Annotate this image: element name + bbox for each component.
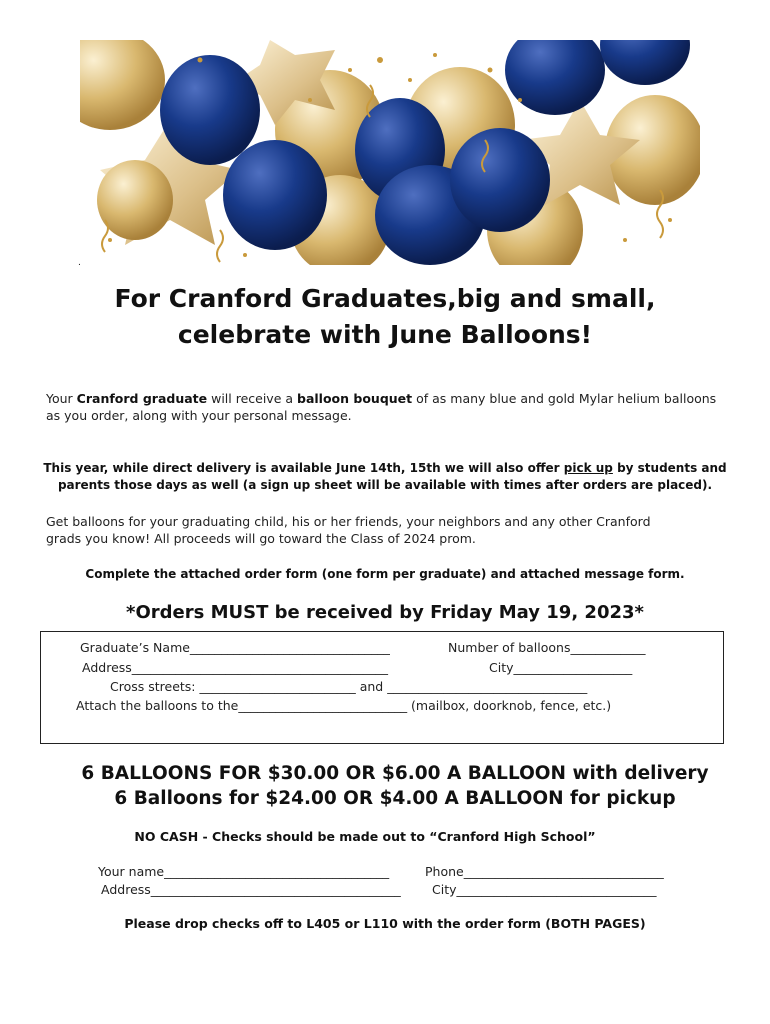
- intro-line-1: Your Cranford graduate will receive a balloon bouquet of as many blue and gold Mylar helium balloons: [46, 391, 717, 406]
- intro-paragraph: [46, 390, 746, 424]
- price-delivery: 6 BALLOONS FOR $30.00 OR $6.00 A BALLOON with delivery: [81, 763, 709, 784]
- get-line-1: Get balloons for your graduating child, his or her friends, your neighbors and any other Cranford: [46, 514, 651, 529]
- cranford-graduate-bold: Cranford graduate: [76, 391, 208, 406]
- no-cash-note: NO CASH - Checks should be made out to “Cranford High School”: [134, 829, 596, 844]
- balloons-illustration: [80, 40, 700, 265]
- intro-line-2: as you order, along with your personal message.: [46, 408, 352, 423]
- title-line-2: celebrate with June Balloons!: [177, 320, 593, 349]
- complete-form-note: Complete the attached order form (one form per graduate) and attached message form.: [85, 567, 685, 581]
- your-name-field[interactable]: Your name____________________________________: [98, 864, 390, 879]
- stray-dot: .: [78, 258, 81, 268]
- get-line-2: grads you know! All proceeds will go toward the Class of 2024 prom.: [46, 531, 476, 546]
- cross-streets-field[interactable]: Cross streets: _________________________ and ________________________________: [110, 679, 588, 694]
- graduate-address-field[interactable]: Address_________________________________________: [82, 660, 389, 675]
- drop-off-note: Please drop checks off to L405 or L110 with the order form (BOTH PAGES): [124, 916, 646, 931]
- payer-city-field[interactable]: City________________________________: [432, 882, 657, 897]
- delivery-line-2: parents those days as well (a sign up sheet will be available with times after orders are placed).: [57, 478, 713, 492]
- balloons-graphic: [80, 40, 700, 265]
- graduate-city-field[interactable]: City___________________: [489, 660, 633, 675]
- attach-balloons-field[interactable]: Attach the balloons to the___________________________ (mailbox, doorknob, fence, etc.): [76, 698, 612, 713]
- delivery-line-1: This year, while direct delivery is available June 14th, 15th we will also offer pick up by students and: [43, 461, 727, 475]
- delivery-paragraph: [40, 460, 730, 494]
- graduate-name-field[interactable]: Graduate’s Name________________________________: [80, 640, 390, 655]
- phone-field[interactable]: Phone________________________________: [425, 864, 664, 879]
- title-line-1: For Cranford Graduates,big and small,: [114, 284, 656, 313]
- pick-up-underlined: pick up: [563, 461, 613, 475]
- price-pickup: 6 Balloons for $24.00 OR $4.00 A BALLOON for pickup: [114, 788, 676, 809]
- order-form-box: [40, 631, 724, 744]
- get-balloons-paragraph: [46, 513, 746, 547]
- balloon-bouquet-bold: balloon bouquet: [297, 391, 413, 406]
- payer-address-field[interactable]: Address________________________________________: [101, 882, 401, 897]
- number-of-balloons-field[interactable]: Number of balloons____________: [448, 640, 646, 655]
- orders-deadline: *Orders MUST be received by Friday May 19, 2023*: [126, 602, 644, 623]
